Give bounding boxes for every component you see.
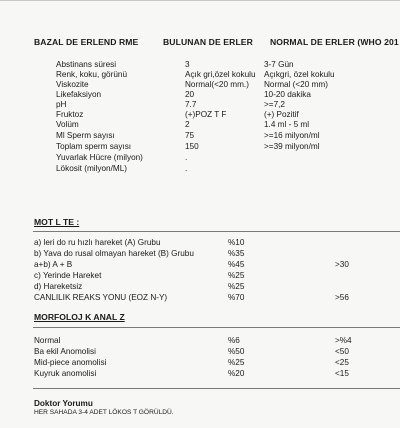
morphology-divider (33, 327, 400, 328)
row-label: a+b) A + B (34, 260, 73, 269)
row-found: 2 (185, 120, 190, 129)
row-value: %6 (228, 336, 240, 345)
row-label: Viskozite (56, 80, 89, 89)
row-label: Ba ekil Anomolisi (34, 347, 96, 356)
motility-title: MOT L TE : (34, 217, 80, 227)
header-found: BULUNAN DE ERLER (163, 37, 253, 47)
doctor-title: Doktor Yorumu (34, 399, 93, 408)
row-value: %25 (228, 282, 245, 291)
row-found: Normal(<20 mm.) (185, 80, 249, 89)
row-label: Normal (34, 336, 61, 345)
row-ref: >%4 (335, 336, 352, 345)
row-value: %25 (228, 271, 245, 280)
table-row (0, 90, 400, 100)
row-normal: 1.4 ml - 5 ml (264, 120, 310, 129)
table-row (0, 164, 400, 174)
row-found: 75 (185, 131, 195, 140)
row-normal: (+) Pozitif (264, 110, 299, 119)
row-ref: <15 (335, 369, 349, 378)
top-edge-line (0, 0, 400, 1)
table-row (0, 238, 400, 248)
row-label: b) Yava do rusal olmayan hareket (B) Grubu (34, 249, 194, 258)
row-normal: >=16 milyon/ml (264, 131, 320, 140)
row-normal: Normal (<20 mm) (264, 80, 328, 89)
table-row (0, 120, 400, 130)
morphology-title: MORFOLOJ K ANAL Z (34, 312, 125, 322)
row-normal: >=7,2 (264, 100, 285, 109)
table-row (0, 70, 400, 80)
table-row (0, 153, 400, 163)
table-row (0, 347, 400, 357)
row-value: %35 (228, 249, 245, 258)
row-normal: 10-20 dakika (264, 90, 311, 99)
row-label: Abstinans süresi (56, 60, 117, 69)
table-row (0, 293, 400, 303)
row-label: Lökosit (milyon/ML) (56, 164, 127, 173)
table-row (0, 282, 400, 292)
row-normal: >=39 milyon/ml (264, 142, 320, 151)
motility-divider (33, 231, 400, 232)
row-label: d) Hareketsiz (34, 282, 83, 291)
row-normal: Açıkgri, özel kokulu (264, 70, 335, 79)
table-row (0, 131, 400, 141)
table-row (0, 369, 400, 379)
row-ref: <50 (335, 347, 349, 356)
table-row (0, 249, 400, 259)
row-found: 20 (185, 90, 195, 99)
row-value: %20 (228, 369, 245, 378)
table-row (0, 80, 400, 90)
doctor-divider (33, 388, 400, 389)
table-row (0, 142, 400, 152)
row-value: %25 (228, 358, 245, 367)
row-found: 150 (185, 142, 199, 151)
row-label: c) Yerinde Hareket (34, 271, 102, 280)
row-label: Toplam sperm sayısı (56, 142, 132, 151)
row-found: 7.7 (185, 100, 197, 109)
row-label: Renk, koku, görünü (56, 70, 128, 79)
row-found: 3 (185, 60, 190, 69)
header-normal: NORMAL DE ERLER (WHO 201 (270, 37, 399, 47)
row-found: . (185, 164, 188, 173)
row-found: . (185, 153, 188, 162)
row-found: Açık gri,özel kokulu (185, 70, 256, 79)
row-value: %70 (228, 293, 245, 302)
row-label: Yuvarlak Hücre (milyon) (56, 153, 143, 162)
row-ref: <25 (335, 358, 349, 367)
row-label: Likefaksiyon (56, 90, 102, 99)
row-label: CANLILIK REAKS YONU (EOZ N-Y) (34, 293, 168, 302)
row-ref: >30 (335, 260, 349, 269)
table-row (0, 260, 400, 270)
row-value: %45 (228, 260, 245, 269)
row-label: Kuyruk anomolisi (34, 369, 97, 378)
table-row (0, 358, 400, 368)
row-value: %50 (228, 347, 245, 356)
table-row (0, 100, 400, 110)
header-basal: BAZAL DE ERLEND RME (34, 37, 139, 47)
row-label: Volüm (56, 120, 79, 129)
row-label: Ml Sperm sayısı (56, 131, 115, 140)
table-row (0, 60, 400, 70)
row-normal: 3-7 Gün (264, 60, 294, 69)
doctor-comment: HER SAHADA 3-4 ADET LÖKOS T GÖRÜLDÜ. (34, 409, 174, 416)
row-label: Fruktoz (56, 110, 84, 119)
row-value: %10 (228, 238, 245, 247)
row-label: pH (56, 100, 67, 109)
row-ref: >56 (335, 293, 349, 302)
row-label: a) leri do ru hızlı hareket (A) Grubu (34, 238, 161, 247)
row-label: Mid-piece anomolisi (34, 358, 107, 367)
table-row (0, 336, 400, 346)
table-row (0, 271, 400, 281)
row-found: (+)POZ T F (185, 110, 227, 119)
table-row (0, 110, 400, 120)
